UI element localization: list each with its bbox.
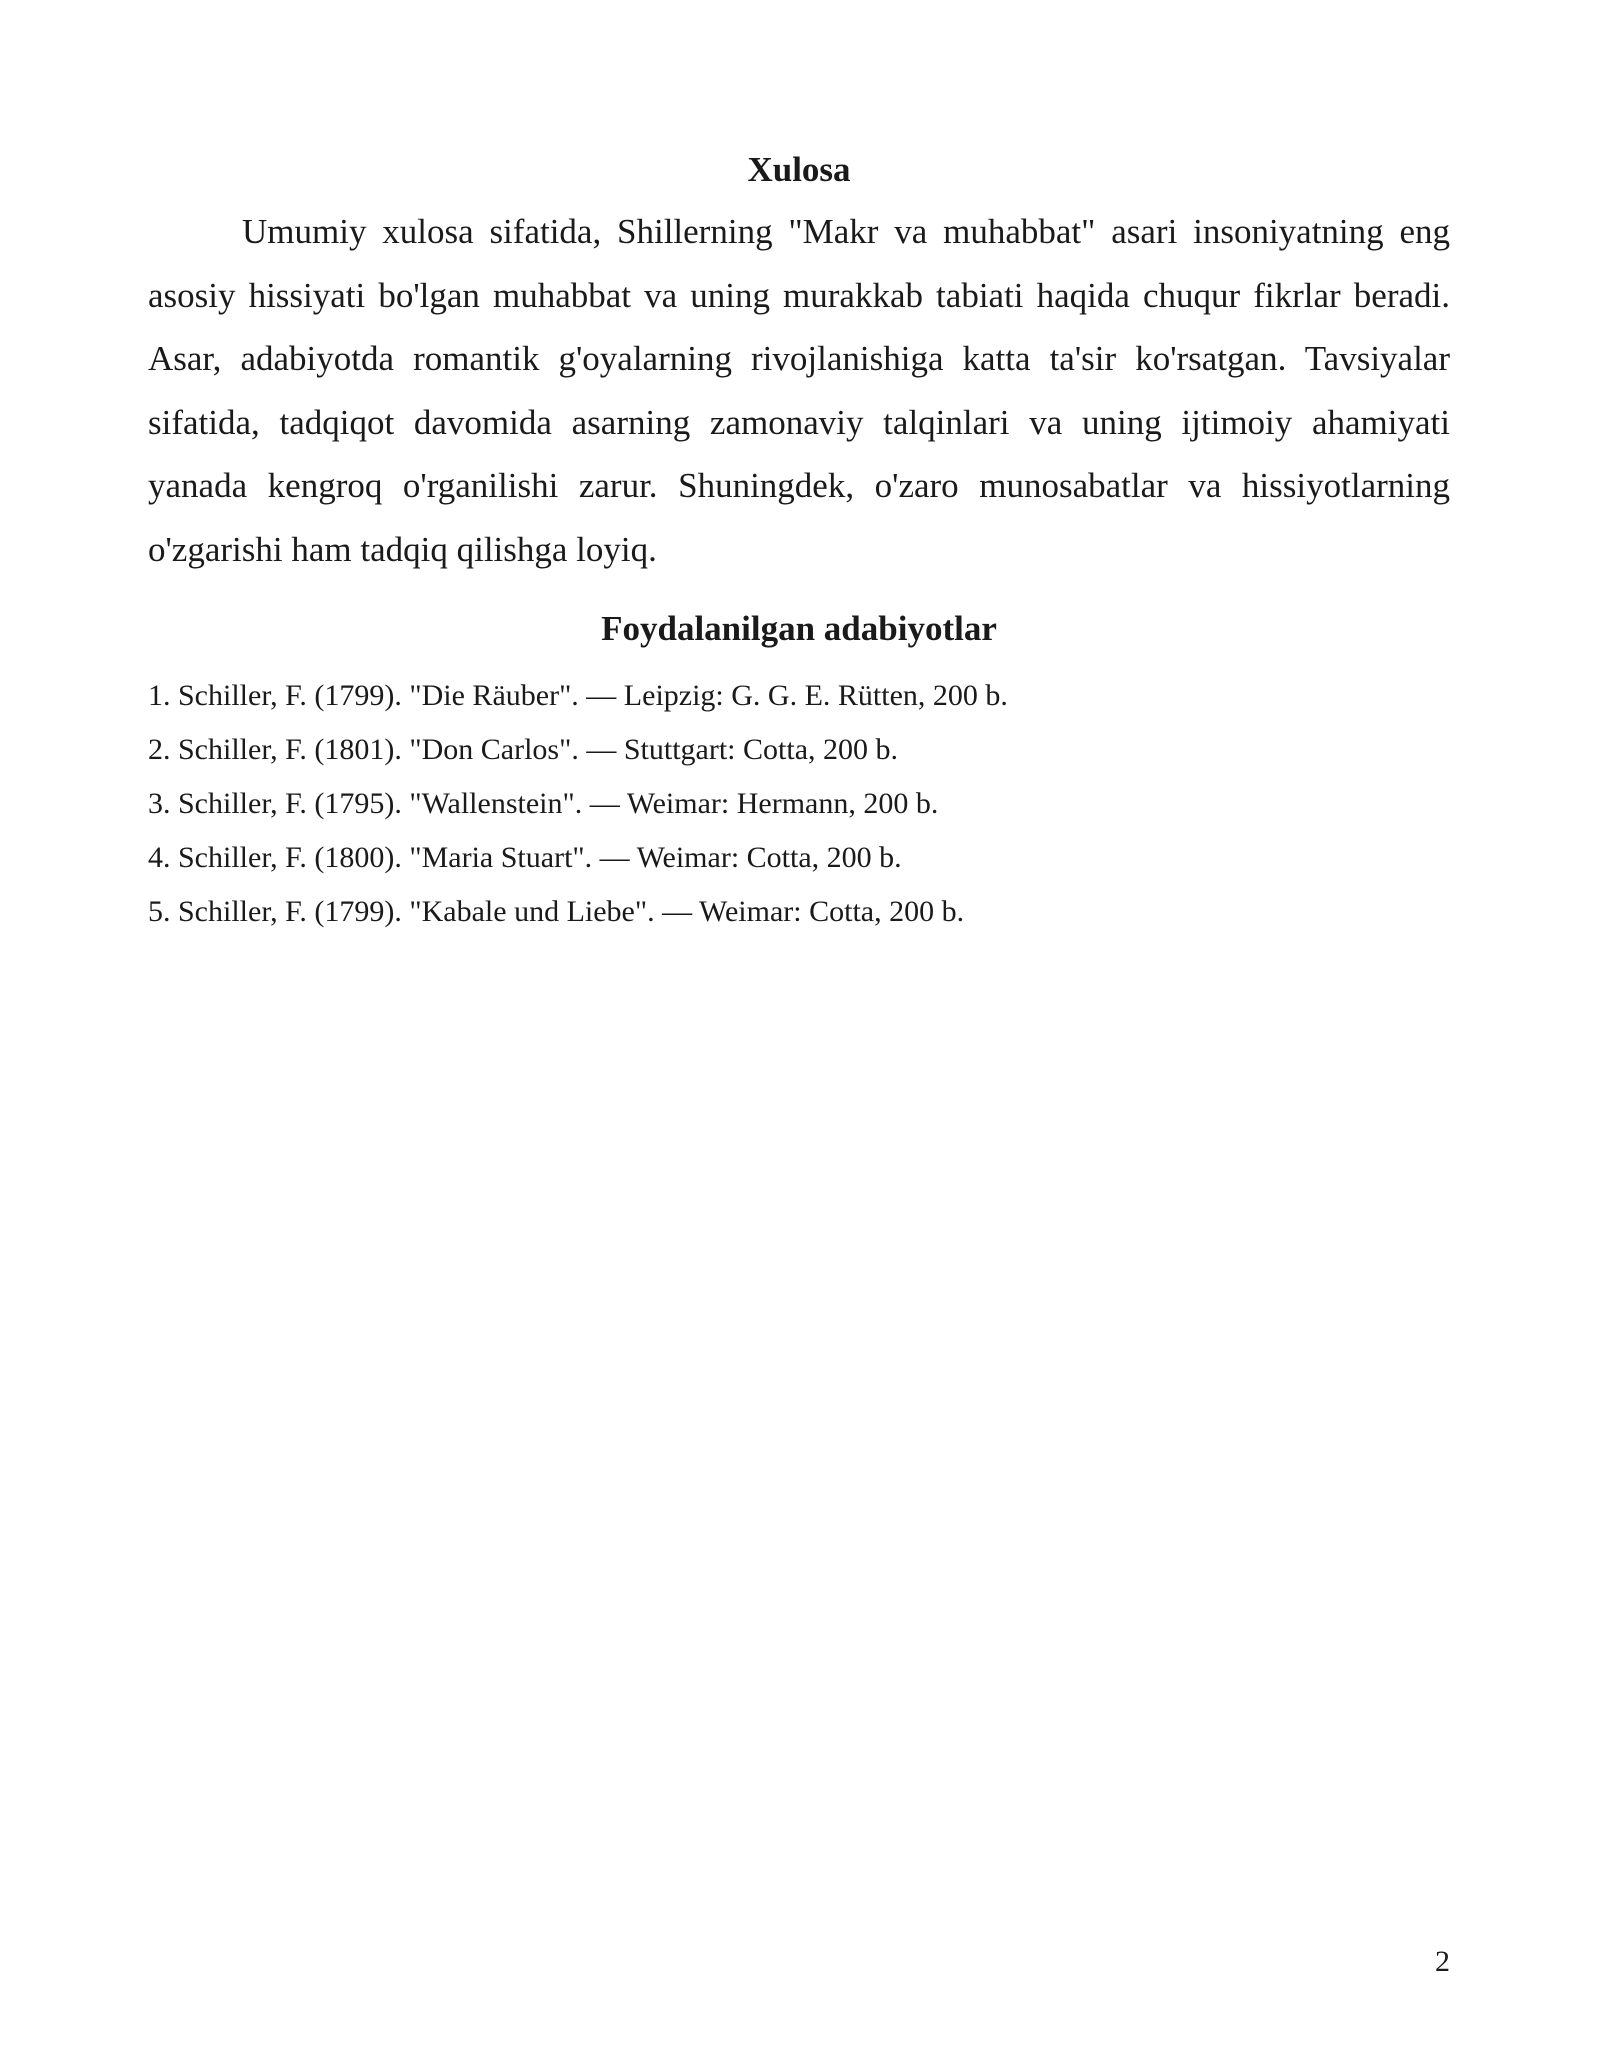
reference-item: 4. Schiller, F. (1800). "Maria Stuart". — Weimar: Cotta, 200 b. (148, 841, 902, 874)
reference-item: 3. Schiller, F. (1795). "Wallenstein". — Weimar: Hermann, 200 b. (148, 787, 939, 820)
conclusion-paragraph: Umumiy xulosa sifatida, Shillerning "Makr va muhabbat" asari insoniyatning eng asosiy hissiyati bo'lgan muhabbat va uning murakkab tabiati haqida chuqur fikrlar beradi. Asar, adabiyotda romantik g'oyalarning rivojlanishiga katta ta'sir ko'rsatgan. Tavsiyalar sifatida, tadqiqot davomida asarning zamonaviy talqinlari va uning ijtimoiy ahamiyati yanada kengroq o'rganilishi zarur. Shuningdek, o'zaro munosabatlar va hissiyotlarning o'zgarishi ham tadqiq qilishga loyiq. (148, 212, 1450, 569)
references-list (148, 669, 1450, 939)
references-title: Foydalanilgan adabiyotlar (601, 609, 997, 648)
reference-item: 5. Schiller, F. (1799). "Kabale und Liebe". — Weimar: Cotta, 200 b. (148, 895, 965, 928)
reference-item: 1. Schiller, F. (1799). "Die Räuber". — Leipzig: G. G. E. Rütten, 200 b. (148, 679, 1008, 712)
page-number: 2 (1435, 1945, 1450, 1978)
document-page (148, 140, 1450, 939)
conclusion-title: Xulosa (747, 150, 851, 189)
reference-item: 2. Schiller, F. (1801). "Don Carlos". — Stuttgart: Cotta, 200 b. (148, 733, 899, 766)
